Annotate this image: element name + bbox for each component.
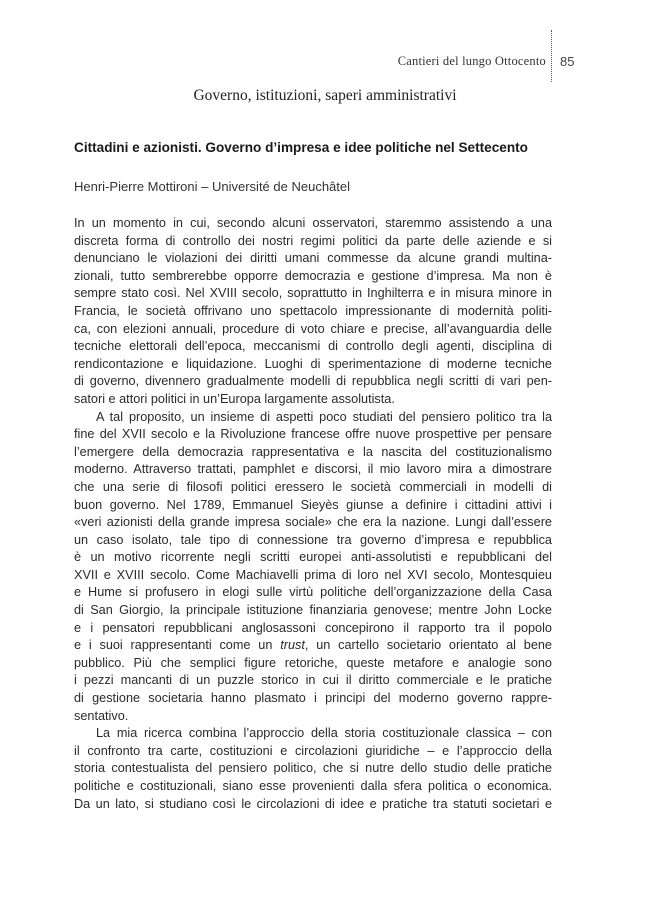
- text-line: tecniche elettorali dell’epoca, meccanismi di controllo degli agenti, disciplina di: [74, 339, 552, 354]
- text-line: fine del XVII secolo e la Rivoluzione francese offre nuove prospettive per pensare: [74, 427, 552, 442]
- text-line: XVII e XVIII secolo. Come Machiavelli prima di loro nel XVI secolo, Montesquieu: [74, 567, 552, 582]
- text-line: e i suoi rappresentanti come un trust, un cartello societario orientato al bene: [74, 638, 552, 653]
- page-number: 85: [560, 54, 575, 69]
- text-line: satori e attori politici in un’Europa largamente assolutista.: [74, 391, 395, 406]
- text-line: moderno. Attraverso trattati, pamphlet e discorsi, il mio lavoro mira a dimostrare: [74, 462, 552, 477]
- italic-term: trust: [280, 638, 305, 653]
- text-line: buon governo. Nel 1789, Emmanuel Sieyès giunse a definire i cittadini attivi i: [74, 497, 552, 512]
- text-line: e i pensatori repubblicani anglosassoni concepirono il rapporto tra il popolo: [74, 620, 552, 635]
- text-line: e Hume si profusero in elogi sulle virtù politiche dell’organizzazione della Casa: [74, 585, 552, 600]
- text-line: di San Giorgio, la principale istituzione finanziaria genovese; mentre John Locke: [74, 603, 552, 618]
- article-body: [74, 215, 552, 813]
- text-line: di gestione societaria hanno plasmato i principi del moderno governo rappre-: [74, 691, 552, 706]
- text-line: La mia ricerca combina l’approccio della storia costituzionale classica – con: [96, 726, 552, 741]
- text-line: A tal proposito, un insieme di aspetti poco studiati del pensiero politico tra la: [96, 409, 552, 424]
- text-line: i pezzi mancanti di un puzzle storico in cui il diritto commerciale e le pratiche: [74, 673, 552, 688]
- text-line: che una serie di filosofi politici eressero le società commerciali in modelli di: [74, 479, 552, 494]
- text-line: storia contestualista del pensiero politico, che si nutre dello studio delle pratiche: [74, 761, 552, 776]
- text-line: rendicontazione e liquidazione. Luoghi di sperimentazione di moderne tecniche: [74, 356, 552, 371]
- text-line: «veri azionisti della grande impresa sociale» che era la nazione. Lungi dall’essere: [74, 515, 552, 530]
- text-line: zionali, tutto sembrerebbe opporre democrazia e gestione d’impresa. Ma non è: [74, 268, 552, 283]
- text-line: sempre stato così. Nel XVIII secolo, soprattutto in Inghilterra e in misura minore in: [74, 286, 552, 301]
- text-line: l’emergere della democrazia rappresentativa e la nascita del costituzionalismo: [74, 444, 552, 459]
- header-divider: [551, 30, 552, 82]
- running-title: Cantieri del lungo Ottocento: [397, 54, 546, 68]
- text-line: un caso isolato, tale tipo di connessione tra governo d’impresa e repubblica: [74, 532, 552, 547]
- text-line: di governo, divennero gradualmente modelli di repubblica negli scritti di vari pen-: [74, 374, 552, 389]
- paragraph: [74, 409, 552, 726]
- paragraph: [74, 215, 552, 409]
- text-line: pubblico. Più che semplici figure retoriche, queste metafore e analogie sono: [74, 655, 552, 670]
- text-line: ca, con elezioni annuali, procedure di voto chiare e precise, all’avanguardia delle: [74, 321, 552, 336]
- text-line: sentativo.: [74, 708, 129, 723]
- article-title: Cittadini e azionisti. Governo d’impresa e idee politiche nel Settecento: [74, 140, 528, 155]
- text-line: discreta forma di controllo dei nostri regimi politici da parte delle aziende e si: [74, 233, 552, 248]
- text-line: Francia, le società offrivano uno spettacolo impressionante di modernità politi-: [74, 303, 552, 318]
- text-line: In un momento in cui, secondo alcuni osservatori, staremmo assistendo a una: [74, 216, 552, 230]
- text-line: denunciano le violazioni dei diritti umani commesse da alcune grandi multina-: [74, 251, 552, 266]
- text-line: politiche e costituzionali, siano esse provenienti dalla sfera politica o economica.: [74, 779, 552, 793]
- section-title: Governo, istituzioni, saperi amministrativi: [193, 87, 457, 104]
- paragraph: [74, 725, 552, 813]
- article-author: Henri-Pierre Mottironi – Université de Neuchâtel: [74, 179, 351, 194]
- text-line: il confronto tra carte, costituzioni e circolazioni giuridiche – e l’approccio della: [74, 743, 552, 758]
- text-line: Da un lato, si studiano così le circolazioni di idee e pratiche tra statuti societari e: [74, 796, 552, 811]
- text-line: è un motivo ricorrente negli scritti europei anti-assolutisti e repubblicani del: [74, 550, 552, 565]
